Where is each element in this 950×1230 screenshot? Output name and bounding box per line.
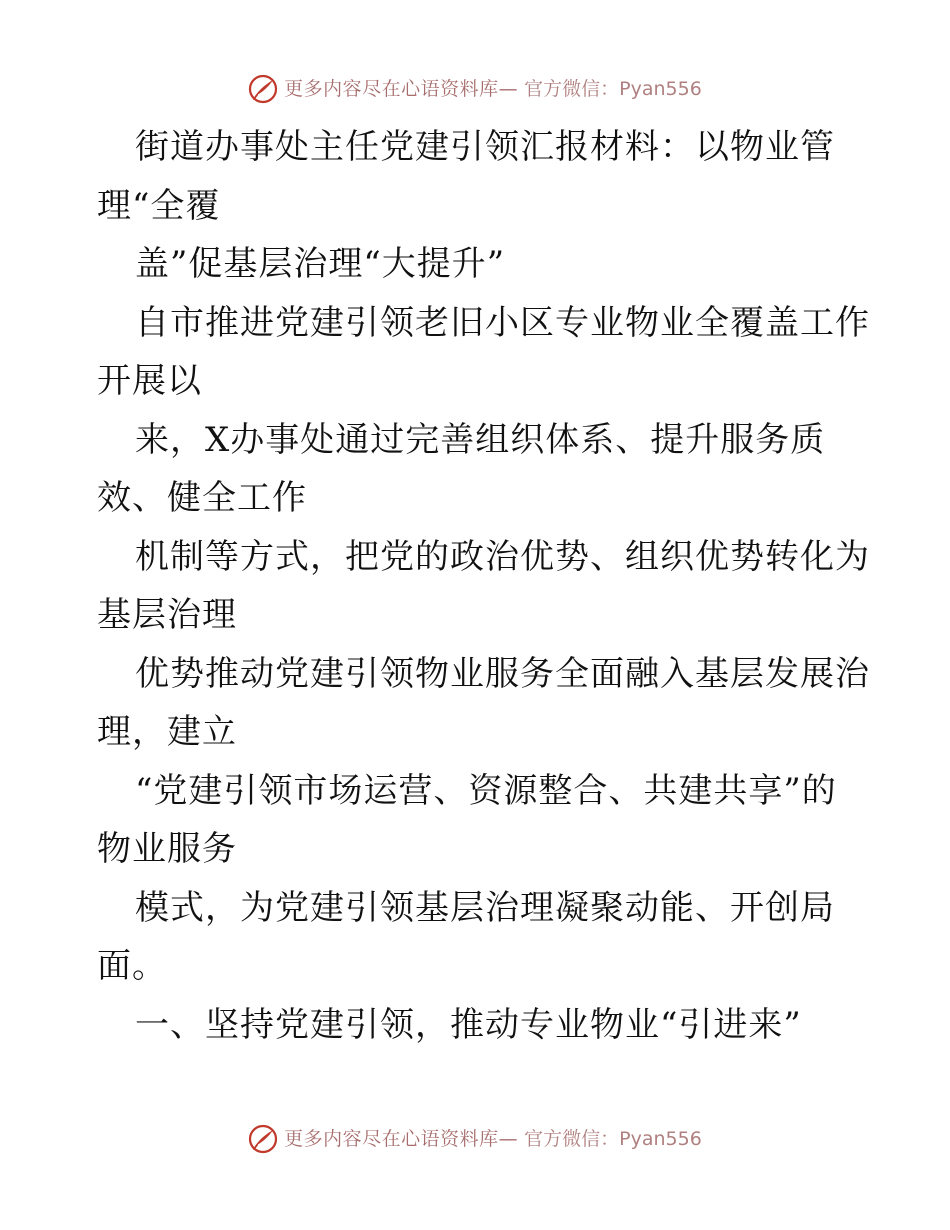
doc-line-paragraph: 自市推进党建引领老旧小区专业物业全覆盖工作 [135, 302, 870, 343]
header-watermark-banner [0, 74, 950, 104]
doc-line-title-2: 理“全覆 [97, 185, 221, 226]
doc-line-paragraph: 模式，为党建引领基层治理凝聚动能、开创局 [135, 887, 835, 928]
doc-line-paragraph: 机制等方式，把党的政治优势、组织优势转化为 [135, 536, 870, 577]
footer-banner-text: 更多内容尽在心语资料库— [284, 1128, 519, 1150]
footer-watermark-banner [0, 1124, 950, 1154]
document-body [97, 118, 870, 1054]
doc-line-paragraph: 来，X办事处通过完善组织体系、提升服务质 [135, 419, 826, 460]
quill-logo-icon [248, 74, 278, 104]
doc-line-title-1: 街道办事处主任党建引领汇报材料：以物业管 [135, 127, 835, 167]
header-banner-wechat: 官方微信：Pyan556 [524, 78, 702, 100]
quill-logo-icon [248, 1124, 278, 1154]
doc-line-title-3: 盖”促基层治理“大提升” [135, 244, 506, 284]
doc-line-paragraph: 基层治理 [97, 595, 237, 635]
doc-line-paragraph: 理，建立 [97, 712, 237, 752]
doc-line-paragraph: 面。 [97, 946, 167, 986]
doc-line-paragraph: 物业服务 [97, 829, 237, 869]
doc-line-paragraph: 开展以 [97, 361, 202, 401]
footer-banner-wechat: 官方微信：Pyan556 [524, 1128, 702, 1150]
header-banner-text: 更多内容尽在心语资料库— [284, 78, 519, 100]
doc-line-section-heading: 一、坚持党建引领，推动专业物业“引进来” [135, 1004, 802, 1045]
doc-line-paragraph: 优势推动党建引领物业服务全面融入基层发展治 [135, 653, 870, 694]
doc-line-paragraph: “党建引领市场运营、资源整合、共建共享”的 [135, 770, 837, 811]
doc-line-paragraph: 效、健全工作 [97, 478, 307, 518]
